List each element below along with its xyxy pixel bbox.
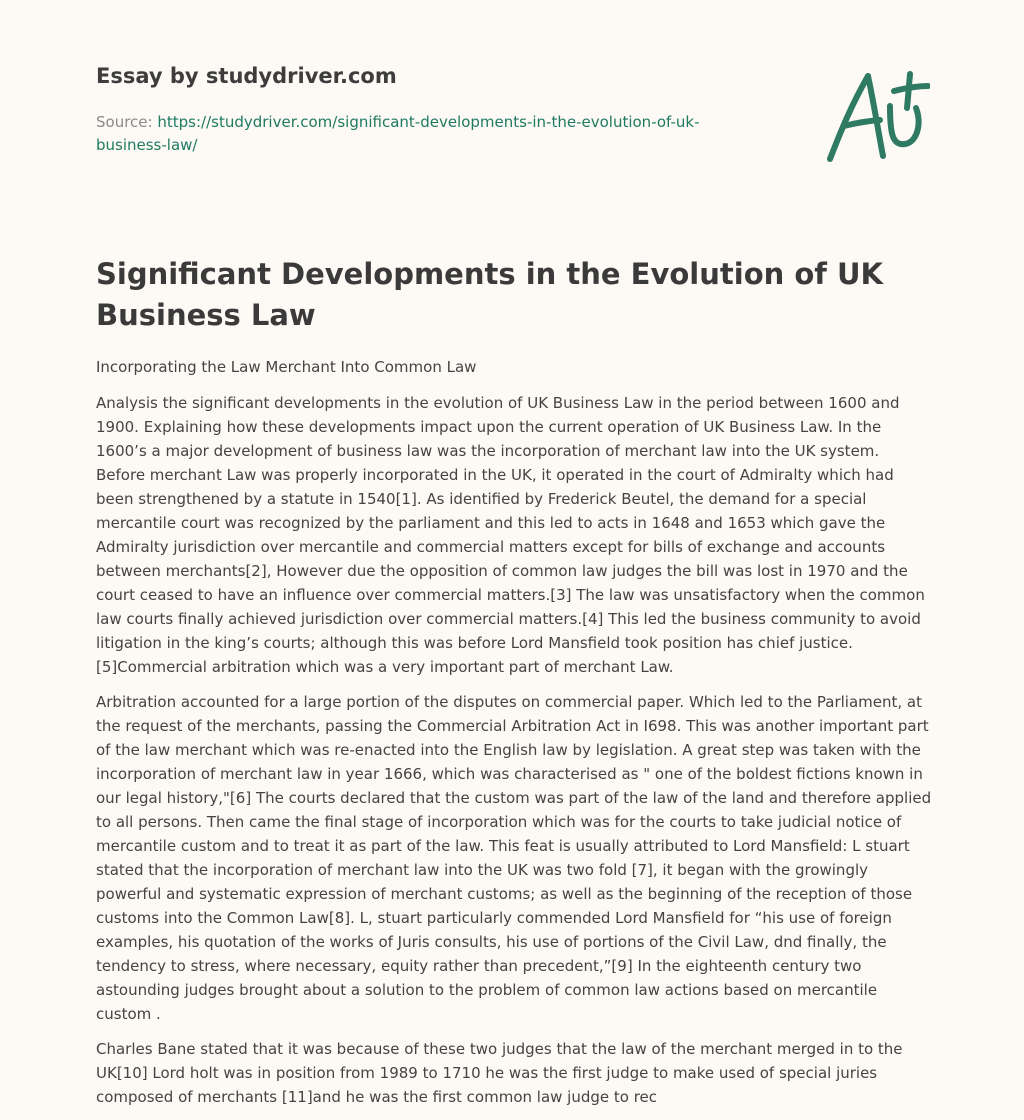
- paragraph-1: Analysis the significant developments in the evolution of UK Business Law in the period between 1600 and 1900. Explaining how these developments impact upon the current operation of UK Business Law. In the 1600’s a major development of business law was the incorporation of merchant law into the UK system. Before merchant Law was properly incorporated in the UK, it operated in the court of Admiralty which had been strengthened by a statute in 1540[1]. As identified by Frederick Beutel, the demand for a special mercantile court was recognized by the parliament and this led to acts in 1648 and 1653 which gave the Admiralty jurisdiction over mercantile and commercial matters except for bills of exchange and accounts between merchants[2], However due the opposition of common law judges the bill was lost in 1970 and the court ceased to have an influence over commercial matters.[3] The law was unsatisfactory when the common law courts finally achieved jurisdiction over commercial matters.[4] This led the business community to avoid litigation in the king’s courts; although this was before Lord Mansfield took position has chief justice.[5]Commercial arbitration which was a very important part of merchant Law.: [96, 394, 925, 676]
- paragraph-3: Charles Bane stated that it was because of these two judges that the law of the merchant merged in to the UK[10] Lord holt was in position from 1989 to 1710 he was the first judge to make used of special juries composed of merchants [11]and he was the first common law judge to rec: [96, 1040, 903, 1106]
- article-title: Significant Developments in the Evolution of UK Business Law: [96, 257, 884, 332]
- article-subheading: Incorporating the Law Merchant Into Common Law: [96, 358, 477, 376]
- essay-header-title: Essay by studydriver.com: [96, 64, 397, 88]
- logo-text: A+: [820, 66, 822, 67]
- source-line: [96, 111, 736, 157]
- paragraph-2: Arbitration accounted for a large portion of the disputes on commercial paper. Which led to the Parliament, at the request of the merchants, passing the Commercial Arbitration Act in I698. This was another important part of the law merchant which was re-enacted into the English law by legislation. A great step was taken with the incorporation of merchant law in year 1666, which was characterised as " one of the boldest fictions known in our legal history,"[6] The courts declared that the custom was part of the law of the land and therefore applied to all persons. Then came the final stage of incorporation which was for the courts to take judicial notice of mercantile custom and to treat it as part of the law. This feat is usually attributed to Lord Mansfield: L stuart stated that the incorporation of merchant law into the UK was two fold [7], it began with the growingly powerful and systematic expression of merchant customs; as well as the beginning of the reception of those customs into the Common Law[8]. L, stuart particularly commended Lord Mansfield for “his use of foreign examples, his quotation of the works of Juris consults, his use of portions of the Civil Law, dnd finally, the tendency to stress, where necessary, equity rather than precedent,”[9] In the eighteenth century two astounding judges brought about a solution to the problem of common law actions based on mercantile custom .: [96, 693, 932, 1023]
- source-link[interactable]: https://studydriver.com/significant-developments-in-the-evolution-of-uk-business-law/: [96, 113, 700, 154]
- a-plus-logo: [820, 66, 930, 166]
- source-label: Source:: [96, 113, 153, 131]
- article-body: [96, 355, 932, 1120]
